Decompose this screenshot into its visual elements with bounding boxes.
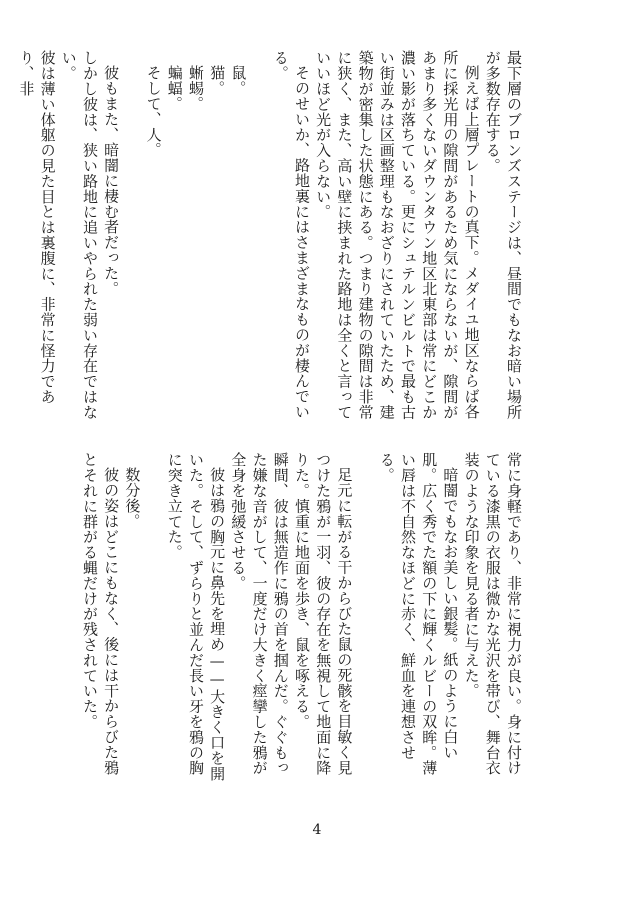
paragraph: 常に身軽であり、非常に視力が良い。身に付けている漆黒の衣服は微かな光沢を帯び、舞台衣装のような印象を見る者に与えた。 (462, 452, 523, 776)
paragraph: 暗闇でもなお美しい銀髪。紙のように白い肌。広く秀でた額の下に輝くルビーの双眸。薄い唇は不自然なほどに赤く、鮮血を連想させる。 (377, 452, 460, 776)
paragraph: 瞬間、彼は無造作に鴉の首を掴んだ。ぐぐもった嫌な音がして、一度だけ大きく痙攣した鴉が全身を弛緩させる。 (229, 452, 290, 776)
blank-line (121, 50, 142, 420)
paragraph: 蜥蜴。 (186, 65, 205, 112)
paragraph: 鼠。 (229, 65, 248, 96)
text-column-top (17, 50, 524, 420)
blank-line (354, 452, 375, 782)
paragraph: そのせいか、路地裏にはさまざまなものが棲んでいる。 (271, 50, 311, 420)
paragraph: 彼は薄い体躯の見た目とは裏腹に、非常に怪力であり、非 (17, 50, 57, 405)
paragraph: そして、人。 (144, 65, 163, 158)
paragraph: 猫。 (208, 65, 227, 96)
paragraph: 最下層のブロンズステージは、昼間でもなお暗い場所が多数存在する。 (483, 50, 523, 420)
paragraph: 彼の姿はどこにもなく、後には干からびた鴉とそれに群がる蝿だけが残されていた。 (80, 452, 121, 775)
paragraph: 例えば上層プレートの真下。メダイユ地区ならば各所に採光用の隙間があるため気にならないが、隙間があまり多くないダウンタウン地区北東部は常にどこか濃い影が落ちている。更にシュテルンビルトで最も古い街並みは区画整理もなおざりにされていたため、建築物が密集した状態にある。つまり建物の隙間は非常に狭く、また、高い壁に挟まれた路地は全くと言っていいほど光が入らない。 (314, 50, 481, 420)
text-column-bottom (80, 452, 524, 782)
paragraph: 彼もまた、暗闇に棲む者だった。 (102, 65, 121, 296)
paragraph: 足元に転がる干からびた鼠の死骸を目敏く見つけた鴉が一羽、彼の存在を無視して地面に降りた。慎重に地面を歩き、鼠を啄える。 (292, 452, 354, 776)
blank-line (142, 452, 163, 782)
paragraph: 蝙蝠。 (165, 65, 184, 112)
paragraph: 彼は鴉の胸元に鼻先を埋め——大きく口を開いた。そして、ずらりと並んだ長い牙を鴉の胸に突き立てた。 (165, 452, 227, 781)
blank-line (248, 50, 269, 420)
paragraph: 数分後。 (123, 467, 142, 529)
page-number: 4 (312, 822, 322, 838)
paragraph: しかし彼は、狭い路地に追いやられた弱い存在ではない。 (59, 50, 99, 420)
